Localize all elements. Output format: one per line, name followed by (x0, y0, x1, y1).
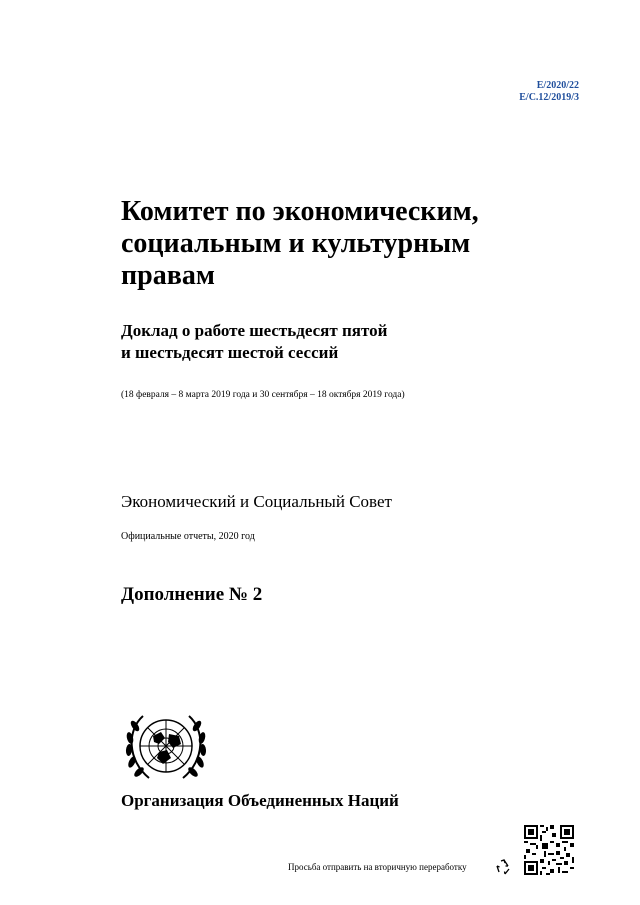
document-symbols (519, 80, 579, 104)
document-symbol-primary[interactable]: E/2020/22 (536, 80, 579, 91)
document-title: Комитет по экономическим, социальным и культурным правам (121, 196, 479, 291)
official-records: Официальные отчеты, 2020 год (121, 531, 255, 542)
session-dates: (18 февраля – 8 марта 2019 года и 30 сентября – 18 октября 2019 года) (121, 390, 405, 400)
document-subtitle (121, 320, 541, 364)
recycle-note: Просьба отправить на вторичную переработку (288, 862, 467, 872)
recycle-icon (494, 857, 514, 877)
subtitle-line-1: Доклад о работе шестьдесят пятой (121, 321, 388, 340)
document-symbol-secondary[interactable]: E/C.12/2019/3 (519, 92, 579, 103)
council-name: Экономический и Социальный Совет (121, 492, 392, 511)
supplement-number: Дополнение № 2 (121, 584, 263, 605)
un-emblem-icon (121, 708, 211, 788)
qr-code-icon[interactable] (524, 825, 574, 875)
subtitle-line-2: и шестьдесят шестой сессий (121, 343, 339, 362)
organization-name: Организация Объединенных Наций (121, 791, 399, 810)
